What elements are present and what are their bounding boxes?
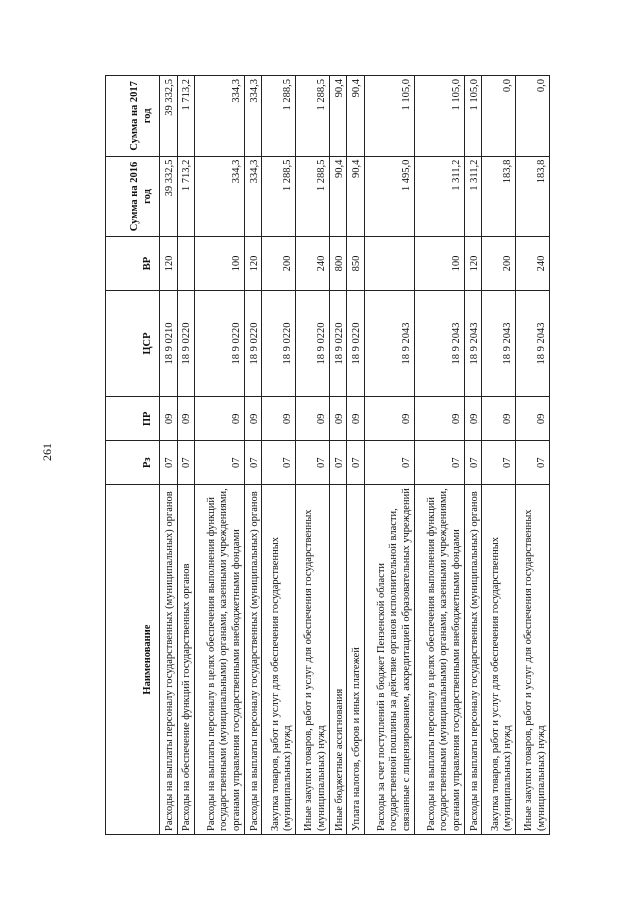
header-name: Наименование [106,485,160,835]
row-sum-2017: 1 105,0 [414,76,464,157]
row-rz: 07 [347,441,365,485]
row-rz: 07 [482,441,516,485]
row-sum-2017: 0,0 [482,76,516,157]
table-row [464,76,482,835]
row-rz: 07 [244,441,262,485]
row-sum-2017: 1 288,5 [262,76,296,157]
row-rz: 07 [464,441,482,485]
row-pr: 09 [516,397,550,441]
row-rz: 07 [329,441,347,485]
table-row [262,76,296,835]
row-rz: 07 [160,441,178,485]
row-sum-2016: 1 713,2 [177,156,195,237]
row-pr: 09 [296,397,330,441]
row-csr: 18 9 0210 [160,290,178,397]
row-vr: 240 [296,237,330,290]
table-row [482,76,516,835]
table-row [364,76,414,835]
row-vr: 100 [414,237,464,290]
row-name: Расходы на выплаты персоналу государственных (муниципальных) органов [160,485,178,835]
row-csr: 18 9 0220 [195,290,245,397]
row-rz: 07 [296,441,330,485]
row-sum-2016: 1 495,0 [364,156,414,237]
row-csr: 18 9 0220 [244,290,262,397]
row-rz: 07 [262,441,296,485]
row-vr: 120 [464,237,482,290]
table-row [177,76,195,835]
row-sum-2017: 1 288,5 [296,76,330,157]
table-row [329,76,347,835]
table-row [160,76,178,835]
table-row [195,76,245,835]
row-csr: 18 9 0220 [296,290,330,397]
row-pr: 09 [414,397,464,441]
header-sum-2016: Сумма на 2016 год [106,156,160,237]
table-row [414,76,464,835]
row-csr: 18 9 0220 [329,290,347,397]
row-name: Расходы на выплаты персоналу в целях обеспечения выполнения функций государственными (муниципальными) органами, казенными учреждениями, органами управления государственными внебюджетными фондами [195,485,245,835]
row-name: Иные закупки товаров, работ и услуг для обеспечения государственных (муниципальных) нужд [516,485,550,835]
row-vr: 120 [244,237,262,290]
row-name: Расходы на обеспечение функций государственных органов [177,485,195,835]
row-sum-2017: 334,3 [195,76,245,157]
row-name: Иные закупки товаров, работ и услуг для обеспечения государственных (муниципальных) нужд [296,485,330,835]
row-name: Закупка товаров, работ и услуг для обеспечения государственных (муниципальных) нужд [262,485,296,835]
row-csr: 18 9 2043 [464,290,482,397]
row-vr: 100 [195,237,245,290]
row-sum-2017: 1 105,0 [364,76,414,157]
row-sum-2016: 1 311,2 [414,156,464,237]
row-sum-2016: 334,3 [244,156,262,237]
row-sum-2016: 1 288,5 [262,156,296,237]
row-csr: 18 9 2043 [482,290,516,397]
row-vr [177,237,195,290]
row-vr [364,237,414,290]
row-sum-2017: 90,4 [347,76,365,157]
table-row [296,76,330,835]
header-sum-2017: Сумма на 2017 год [106,76,160,157]
row-vr: 200 [262,237,296,290]
row-sum-2016: 1 288,5 [296,156,330,237]
row-sum-2016: 183,8 [516,156,550,237]
row-rz: 07 [414,441,464,485]
row-pr: 09 [347,397,365,441]
row-sum-2017: 1 105,0 [464,76,482,157]
row-pr: 09 [482,397,516,441]
row-csr: 18 9 2043 [516,290,550,397]
row-sum-2017: 39 332,5 [160,76,178,157]
row-sum-2017: 334,3 [244,76,262,157]
table-header-row [106,76,160,835]
row-csr: 18 9 0220 [177,290,195,397]
row-rz: 07 [516,441,550,485]
table-row [244,76,262,835]
row-vr: 800 [329,237,347,290]
row-pr: 09 [160,397,178,441]
row-sum-2016: 39 332,5 [160,156,178,237]
page-number: 261 [40,443,54,461]
row-name: Иные бюджетные ассигнования [329,485,347,835]
row-csr: 18 9 2043 [364,290,414,397]
row-pr: 09 [329,397,347,441]
row-pr: 09 [244,397,262,441]
table-row [516,76,550,835]
row-vr: 240 [516,237,550,290]
row-pr: 09 [262,397,296,441]
row-name: Расходы на выплаты персоналу государственных (муниципальных) органов [464,485,482,835]
row-vr: 120 [160,237,178,290]
row-name: Закупка товаров, работ и услуг для обеспечения государственных (муниципальных) нужд [482,485,516,835]
row-pr: 09 [195,397,245,441]
row-csr: 18 9 0220 [262,290,296,397]
row-sum-2017: 90,4 [329,76,347,157]
header-rz: Рз [106,441,160,485]
header-vr: ВР [106,237,160,290]
row-vr: 200 [482,237,516,290]
row-csr: 18 9 2043 [414,290,464,397]
header-csr: ЦСР [106,290,160,397]
header-pr: ПР [106,397,160,441]
row-pr: 09 [177,397,195,441]
row-name: Расходы на выплаты персоналу в целях обеспечения выполнения функций государственными (муниципальными) органами, казенными учреждениями, органами управления государственными внебюджетными фондами [414,485,464,835]
row-sum-2016: 183,8 [482,156,516,237]
budget-table [105,75,550,835]
row-sum-2016: 1 311,2 [464,156,482,237]
row-rz: 07 [195,441,245,485]
row-sum-2017: 0,0 [516,76,550,157]
table-row [347,76,365,835]
row-sum-2016: 334,3 [195,156,245,237]
row-name: Расходы за счет поступлений в бюджет Пензенской области государственной пошлины за действие органов исполнительной власти, связанные с лицензированием, аккредитацией образовательных учреждений [364,485,414,835]
row-rz: 07 [364,441,414,485]
row-pr: 09 [364,397,414,441]
budget-table-container [105,75,550,835]
row-name: Уплата налогов, сборов и иных платежей [347,485,365,835]
row-name: Расходы на выплаты персоналу государственных (муниципальных) органов [244,485,262,835]
row-sum-2016: 90,4 [347,156,365,237]
row-pr: 09 [464,397,482,441]
row-sum-2017: 1 713,2 [177,76,195,157]
row-sum-2016: 90,4 [329,156,347,237]
row-vr: 850 [347,237,365,290]
row-csr: 18 9 0220 [347,290,365,397]
row-rz: 07 [177,441,195,485]
